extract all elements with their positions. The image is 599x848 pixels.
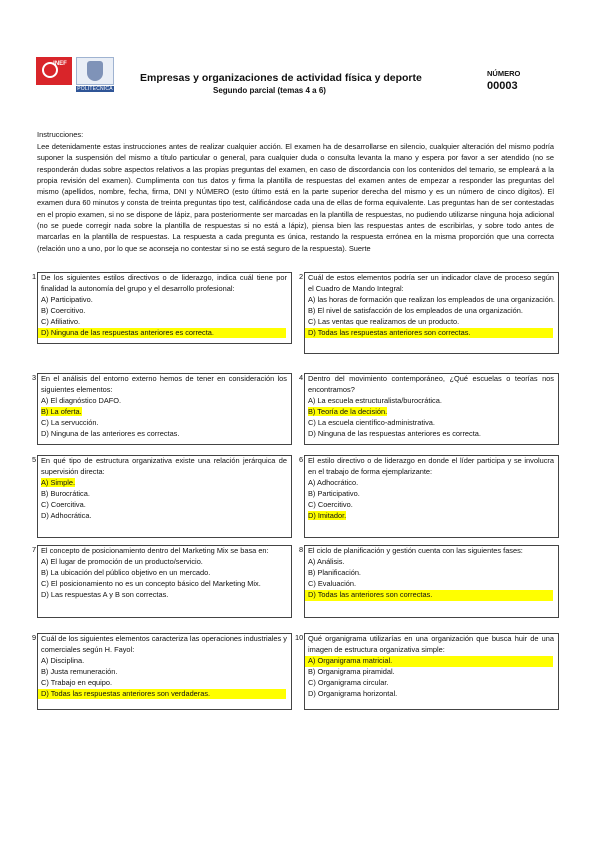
question-text: En qué tipo de estructura organizativa existe una relación jerárquica de supervisión directa: — [41, 456, 287, 476]
option-c: C) Trabajo en equipo. — [41, 677, 113, 687]
option-d: D) Las respuestas A y B son correctas. — [41, 589, 169, 599]
question-text: Cuál de estos elementos podría ser un indicador clave de proceso según el Cuadro de Mando Integral: — [308, 273, 554, 293]
option-d-highlighted: D) Todas las respuestas anteriores son correctas. — [305, 328, 553, 339]
question-text: De los siguientes estilos directivos o de liderazgo, indica cuál tiene por finalidad la autonomía del grupo y el desarrollo profesional: — [41, 273, 287, 293]
option-b: B) La ubicación del público objetivo en un mercado. — [41, 567, 211, 577]
option-c: C) Evaluación. — [308, 578, 357, 588]
option-c: C) Afiliativo. — [41, 316, 81, 326]
instructions-body: Lee detenidamente estas instrucciones antes de realizar cualquier acción. El examen ha de desarrollarse en silencio, cualquier alteración del mismo podría suponer la suspensión del mismo a título particular o general, para cualquier duda o consulta levanta la mano y espera por favor a ser atendido (no se responderán dudas sobre aspectos relativos a las propias preguntas del examen, en caso de discordancia con los contenidos del temario, se empleará a la propia revisión del examen). Cumplimenta con tus datos y firma la plantilla de respuestas del examen antes de empezar a responder las preguntas del mismo (apellidos, nombre, fecha, firma, DNI y NÚMERO (esto último está en la parte superior derecha del mismo y es un número de cinco dígitos). El examen dura 60 minutos y consta de treinta preguntas tipo test, calificándose cada una de ellas de forma equivalente. Las preguntas han de ser contestadas en el propio examen, si no se dispone de lápiz, para posteriormente ser marcadas en la plantilla de respuestas, no pudiendo utilizarse ninguna hoja adicional (no se puede corregir nada sobre la plantilla de respuestas si no está a lápiz), piensa bien las respuestas antes de escribirlas, y sobre todo antes de marcarlas en la plantilla de respuestas. La respuesta a cada pregunta es única, restando la respuesta errónea en la misma proporción que una correcta (relación uno a uno, por lo que se aconseja no contestar si no se está seguro de la respuesta). Suerte — [37, 142, 554, 253]
option-a: A) las horas de formación que realizan los empleados de una organización. — [308, 294, 555, 304]
option-c: C) El posicionamiento no es un concepto básico del Marketing Mix. — [41, 578, 261, 588]
question-4 — [299, 373, 559, 445]
question-number: 3 — [32, 373, 37, 382]
question-number: 2 — [299, 272, 304, 281]
question-10 — [295, 633, 559, 710]
option-b: B) Burocrática. — [41, 488, 90, 498]
option-b: B) Participativo. — [308, 488, 360, 498]
option-d: D) Adhocrática. — [41, 510, 92, 520]
option-b: B) Justa remuneración. — [41, 666, 118, 676]
question-number: 5 — [32, 455, 37, 464]
option-b: B) Organigrama piramidal. — [308, 666, 395, 676]
option-d: D) Ninguna de las anteriores es correctas. — [41, 428, 180, 438]
option-d-highlighted: D) Todas las anteriores son correctas. — [305, 590, 553, 601]
option-d: D) Ninguna de las respuestas anteriores es correcta. — [308, 428, 481, 438]
option-c: C) Las ventas que realizamos de un producto. — [308, 316, 460, 326]
question-number: 8 — [299, 545, 304, 554]
option-a-highlighted: A) Organigrama matricial. — [305, 656, 553, 667]
option-d-highlighted: D) Imitador. — [308, 510, 347, 520]
question-2 — [299, 272, 559, 354]
option-b: B) Coercitivo. — [41, 305, 86, 315]
question-number: 10 — [295, 633, 304, 642]
option-c: C) La escuela científico-administrativa. — [308, 417, 435, 427]
question-number: 1 — [32, 272, 37, 281]
option-a: A) Análisis. — [308, 556, 345, 566]
option-a: A) El lugar de promoción de un producto/servicio. — [41, 556, 203, 566]
question-7 — [32, 545, 292, 618]
institution-logos — [36, 57, 116, 95]
instructions-heading: Instrucciones: — [37, 130, 84, 139]
option-a: A) La escuela estructuralista/burocrática. — [308, 395, 442, 405]
numero-value: 00003 — [487, 80, 518, 92]
question-text: En el análisis del entorno externo hemos de tener en consideración los siguientes elementos: — [41, 374, 287, 394]
question-text: El estilo directivo o de liderazgo en donde el líder participa y se involucra en el trabajo de forma ejemplarizante: — [308, 456, 554, 476]
question-text: Dentro del movimiento contemporáneo, ¿Qué escuelas o teorías nos encontramos? — [308, 374, 554, 394]
question-number: 9 — [32, 633, 37, 642]
option-a: A) Participativo. — [41, 294, 93, 304]
option-a: A) El diagnóstico DAFO. — [41, 395, 122, 405]
inef-logo: INEF — [36, 57, 72, 85]
option-d: D) Organigrama horizontal. — [308, 688, 398, 698]
question-text: El concepto de posicionamiento dentro del Marketing Mix se basa en: — [41, 546, 269, 555]
question-number: 4 — [299, 373, 304, 382]
question-6 — [299, 455, 559, 538]
numero-label: NÚMERO — [487, 69, 521, 78]
option-d-highlighted: D) Ninguna de las respuestas anteriores es correcta. — [38, 328, 286, 339]
question-5 — [32, 455, 292, 538]
option-b: B) El nivel de satisfacción de los empleados de una organización. — [308, 305, 523, 315]
option-d-highlighted: D) Todas las respuestas anteriores son verdaderas. — [38, 689, 286, 700]
option-c: C) La servucción. — [41, 417, 99, 427]
question-text: Qué organigrama utilizarías en una organización que busca huir de una imagen de estructura organizativa simple: — [308, 634, 554, 654]
exam-subtitle: Segundo parcial (temas 4 a 6) — [213, 86, 326, 95]
exam-title: Empresas y organizaciones de actividad física y deporte — [140, 72, 422, 84]
question-text: Cuál de los siguientes elementos caracteriza las operaciones industriales y comerciales según H. Fayol: — [41, 634, 287, 654]
option-a: A) Disciplina. — [41, 655, 85, 665]
question-8 — [299, 545, 559, 618]
question-1 — [32, 272, 292, 344]
option-c: C) Coercitiva. — [41, 499, 86, 509]
option-a-highlighted: A) Simple. — [41, 477, 76, 487]
upm-logo-text: POLITÉCNICA — [77, 86, 113, 92]
upm-crest-logo — [76, 57, 114, 85]
option-b-highlighted: B) Teoría de la decisión. — [308, 406, 388, 416]
option-b-highlighted: B) La oferta. — [41, 406, 82, 416]
question-text: El ciclo de planificación y gestión cuenta con las siguientes fases: — [308, 546, 523, 555]
option-c: C) Organigrama circular. — [308, 677, 389, 687]
question-number: 7 — [32, 545, 37, 554]
option-c: C) Coercitivo. — [308, 499, 353, 509]
question-3 — [32, 373, 292, 445]
question-9 — [32, 633, 292, 710]
option-b: B) Planificación. — [308, 567, 361, 577]
option-a: A) Adhocrático. — [308, 477, 359, 487]
question-number: 6 — [299, 455, 304, 464]
